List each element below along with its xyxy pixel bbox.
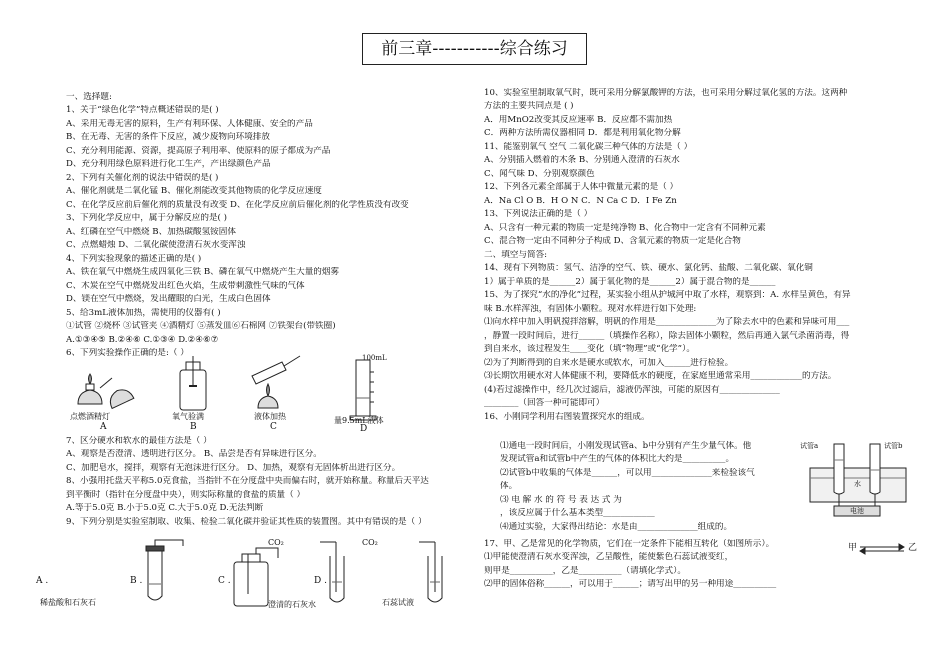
q16-part-2: ⑵试管b中收集的气体是______，可以用______________来检验该气 (500, 467, 755, 478)
left-column-2 (66, 436, 470, 530)
q6-caption-d: 量9.5mL液体 (334, 416, 384, 425)
q16-part-1-cont: 发现试管a和试管b中产生的气体的体积比大约是__________。 (500, 454, 735, 465)
q6-label-a: A (100, 422, 107, 432)
q17-yi: 乙 (908, 543, 918, 553)
q13-options-ab: A、只含有一种元素的物质一定是纯净物 B、化合物中一定含有不同种元素 (484, 222, 766, 233)
q16-figure (800, 440, 914, 522)
q9-co2-right: CO₂ (362, 538, 378, 547)
q9-reagent-a: 稀盐酸和石灰石 (40, 598, 96, 607)
q1-option-a: A、采用无毒无害的原料，生产有利环保、人体健康、安全的产品 (66, 118, 313, 129)
q6-label-b: B (190, 422, 197, 432)
q6-label-d: D (360, 424, 368, 434)
q15-part-4: (4)若过滤操作中，经几次过滤后，滤液仍浑浊，可能的原因有______________ (484, 384, 780, 395)
question-6: 6、下列实验操作正确的是:（ ） (66, 348, 189, 359)
question-1: 1、关于“绿色化学”特点概述错误的是( ) (66, 105, 219, 116)
question-16: 16、小刚同学利用右图装置探究水的组成。 (484, 411, 650, 422)
question-8-cont: 到平衡时（指针在分度盘中央），则实际称量的食盐的质量（ ） (66, 489, 306, 500)
q16-part-4: ⑷通过实验，大家得出结论：水是由______________组成的。 (500, 521, 733, 532)
question-10: 10、实验室里制取氧气时，既可采用分解氯酸钾的方法，也可采用分解过氧化氢的方法。这两种 (484, 88, 848, 98)
q4-option-d: D、镁在空气中燃烧，发出耀眼的白光，生成白色固体 (66, 294, 271, 305)
q16-part-3: ⑶ 电 解 水 的 符 号 表 达 式 为 (500, 494, 622, 505)
question-17: 17、甲、乙是常见的化学物质，它们在一定条件下能相互转化（如图所示）。 (484, 539, 775, 549)
q9-figure (36, 536, 476, 616)
question-14: 14、现有下列物质：氢气、洁净的空气、铁、硬水、氯化钙、盐酸、二氧化碳、氧化铜 (484, 263, 813, 274)
question-13: 13、下列说法正确的是（ ） (484, 209, 593, 220)
q16-water: 水 (854, 480, 861, 488)
q9-reagent-c: 澄清的石灰水 (268, 600, 316, 609)
q17-jia: 甲 (848, 543, 858, 553)
q16-part-1: ⑴通电一段时间后，小刚发现试管a、b中分别有产生少量气体。他 (500, 441, 752, 451)
q4-option-c: C、木炭在空气中燃烧发出红色火焰，生成带刺激性气味的气体 (66, 280, 305, 291)
q17-part-2: ⑵甲的固体俗称______，可以用于______；请写出甲的另一种用途__________ (484, 579, 777, 590)
q7-options-cd: C、加肥皂水，搅拌，观察有无泡沫进行区分。 D、加热，观察有无固体析出进行区分。 (66, 462, 401, 473)
question-8: 8、小强用托盘天平称5.0克食盐，当指针不在分度盘中央而偏右时，就开始称量。称量后天平达 (66, 476, 429, 487)
q15-part-1-cont: ，静置一段时间后，进行______（填操作名称），除去固体小颗粒，然后再通入氯气杀菌消毒，得 (484, 330, 850, 341)
q17-figure (848, 540, 918, 558)
q1-option-d: D、充分利用绿色原料进行化工生产，产出绿颜色产品 (66, 159, 271, 170)
q16-tube-b: 试管b (884, 442, 903, 450)
q16-part-3-cont: ，该反应属于什么基本类型____________ (500, 508, 655, 519)
q6-figure (72, 352, 402, 434)
q16-block (500, 441, 800, 535)
q15-part-4-cont: ________（回答一种可能即可） (484, 398, 605, 409)
q11-options-cd: C、闻气味 D、分别观察颜色 (484, 168, 595, 179)
q5-instruments: ①试管 ②烧杯 ③试管夹 ④酒精灯 ⑤蒸发皿⑥石棉网 ⑦铁架台(带铁圈) (66, 321, 336, 332)
q11-options-ab: A、分别插入燃着的木条 B、分别通入澄清的石灰水 (484, 155, 680, 166)
question-15-cont: 味 B.水样浑浊，有固体小颗粒。现对水样进行如下处理: (484, 303, 697, 314)
question-3: 3、下列化学反应中，属于分解反应的是( ) (66, 213, 227, 224)
q9-reagent-d: 石蕊试液 (382, 598, 414, 607)
q10-options-cd: C．两种方法所需仪器相同 D．都是利用氧化物分解 (484, 128, 681, 139)
q3-options-ab: A、红磷在空气中燃烧 B、加热碳酸氢铵固体 (66, 226, 236, 237)
question-15: 15、为了探究“水的净化”过程，某实验小组从护城河中取了水样，观察到：A. 水样呈黄色，有异 (484, 290, 851, 301)
q6-label-c: C (270, 422, 277, 432)
q15-part-1-end: 到自来水，该过程发生____变化（填“物理”或“化学”）。 (484, 344, 695, 355)
q6-cylinder-mark: 100mL (362, 354, 387, 362)
q7-options-ab: A、观察是否澄清、透明进行区分。 B、品尝是否有异味进行区分。 (66, 449, 322, 460)
q9-label-c: C . (218, 576, 231, 586)
q2-options-ab: A、催化剂就是二氧化锰 B、催化剂能改变其他物质的化学反应速度 (66, 186, 322, 197)
q6-caption-a: 点燃酒精灯 (70, 412, 110, 421)
q16-tube-a: 试管a (800, 442, 819, 450)
q9-co2-left: CO₂ (268, 538, 284, 547)
left-column (66, 92, 470, 362)
section-heading-2: 二、填空与简答: (484, 249, 548, 260)
page-title: 前三章-----------综合练习 (362, 33, 587, 65)
q15-part-3: ⑶长期饮用硬水对人体健康不利，要降低水的硬度，在家庭里通常采用____________的方法。 (484, 371, 837, 382)
q17-part-1: ⑴甲能使澄清石灰水变浑浊，乙呈酸性，能使紫色石蕊试液变红， (484, 552, 734, 563)
q9-label-a: A . (36, 576, 49, 586)
q9-label-d: D . (314, 576, 327, 586)
q6-caption-c: 液体加热 (254, 412, 286, 421)
q17-block (484, 539, 904, 593)
question-10-cont: 方法的主要共同点是 ( ) (484, 101, 574, 112)
q17-part-1-cont: 则甲是__________，乙是__________（请填化学式）。 (484, 565, 686, 576)
q3-options-cd: C、点燃蜡烛 D、二氧化碳使澄清石灰水变浑浊 (66, 240, 246, 251)
q4-options-ab: A、铁在氧气中燃烧生成四氧化三铁 B、磷在氧气中燃烧产生大量的烟雾 (66, 267, 340, 278)
q13-options-cd: C、混合物一定由不同种分子构成 D、含氧元素的物质一定是化合物 (484, 236, 741, 247)
q14-blanks: 1）属于单质的是______2）属于氧化物的是______2）属于混合物的是______ (484, 276, 776, 287)
q1-option-c: C、充分利用能源、资源，提高原子利用率、使原料的原子都成为产品 (66, 145, 331, 156)
q16-part-2-cont: 体。 (500, 481, 518, 492)
q2-options-cd: C、在化学反应前后催化剂的质量没有改变 D、在化学反应前后催化剂的化学性质没有改变 (66, 199, 409, 210)
question-2: 2、下列有关催化剂的说法中错误的是( ) (66, 172, 219, 183)
question-5: 5、给3mL液体加热，需使用的仪器有( ) (66, 307, 221, 318)
section-heading: 一、选择题: (66, 92, 112, 102)
right-column (484, 88, 904, 425)
q12-options: A．Na Cl O B．H O N C．N Ca C D．I Fe Zn (484, 195, 677, 206)
question-4: 4、下列实验现象的描述正确的是( ) (66, 253, 202, 264)
q16-battery: 电池 (850, 507, 864, 515)
q6-caption-b: 氧气验满 (172, 412, 204, 421)
q10-options-ab: A．用MnO2改变其反应速率 B．反应都不需加热 (484, 114, 673, 125)
q8-options: A.等于5.0克 B.小于5.0克 C.大于5.0克 D.无法判断 (66, 503, 264, 514)
question-11: 11、能鉴别氧气 空气 二氧化碳三种气体的方法是（ ） (484, 141, 693, 152)
q5-options: A.①③④⑤ B.②④⑥ C.①③④ D.②④⑥⑦ (66, 334, 219, 345)
q1-option-b: B、在无毒、无害的条件下反应，减少废物向环境排放 (66, 132, 270, 143)
q15-part-2: ⑵为了判断得到的自来水是硬水或软水，可加入______进行检验。 (484, 357, 734, 368)
question-9: 9、下列分别是实验室制取、收集、检验二氧化碳并验证其性质的装置图。其中有错误的是（ ） (66, 516, 427, 527)
q9-label-b: B . (130, 576, 143, 586)
question-12: 12、下列各元素全部属于人体中微量元素的是（ ） (484, 182, 679, 193)
q15-part-1: ⑴向水样中加入明矾搅拌溶解，明矾的作用是______________为了除去水中的色素和异味可用___ (484, 317, 850, 328)
question-7: 7、区分硬水和软水的最佳方法是（ ） (66, 436, 212, 446)
